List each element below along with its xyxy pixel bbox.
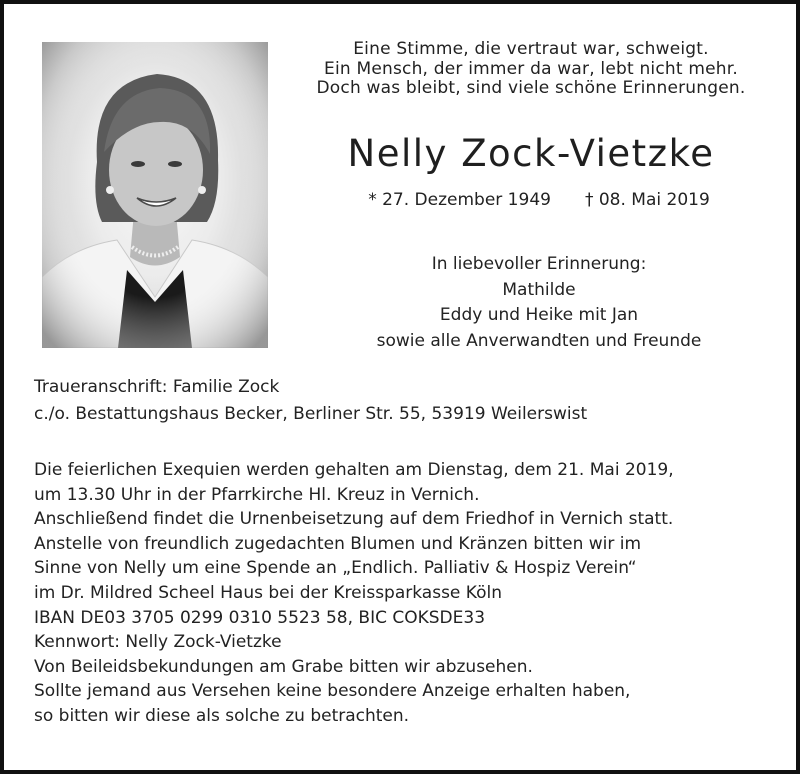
mourners-list bbox=[304, 252, 774, 354]
motto-line: Ein Mensch, der immer da war, lebt nicht mehr. bbox=[324, 58, 738, 79]
portrait-photo bbox=[42, 42, 268, 348]
death-date: † 08. Mai 2019 bbox=[584, 190, 710, 210]
mourners-line: sowie alle Anverwandten und Freunde bbox=[376, 330, 702, 351]
mourning-address bbox=[34, 374, 774, 428]
details-line: Die feierlichen Exequien werden gehalten am Dienstag, dem 21. Mai 2019, bbox=[34, 460, 674, 480]
details-line: Sinne von Nelly um eine Spende an „Endlich. Palliativ & Hospiz Verein“ bbox=[34, 558, 637, 579]
details-line: im Dr. Mildred Scheel Haus bei der Kreissparkasse Köln bbox=[34, 582, 502, 603]
details-line: um 13.30 Uhr in der Pfarrkirche Hl. Kreuz in Vernich. bbox=[34, 484, 480, 505]
details-line: Von Beileidsbekundungen am Grabe bitten wir abzusehen. bbox=[34, 656, 533, 677]
address-line: Traueranschrift: Familie Zock bbox=[34, 377, 280, 397]
motto-line: Eine Stimme, die vertraut war, schweigt. bbox=[353, 39, 709, 59]
motto-verse bbox=[276, 40, 786, 99]
details-line: Anschließend findet die Urnenbeisetzung auf dem Friedhof in Vernich statt. bbox=[34, 509, 674, 530]
address-line: c./o. Bestattungshaus Becker, Berliner Str. 55, 53919 Weilerswist bbox=[34, 404, 588, 424]
mourners-line: Eddy und Heike mit Jan bbox=[439, 305, 639, 325]
details-line: IBAN DE03 3705 0299 0310 5523 58, BIC COKSDE33 bbox=[34, 607, 486, 628]
details-line: Kennwort: Nelly Zock-Vietzke bbox=[34, 632, 282, 653]
deceased-name: Nelly Zock-Vietzke bbox=[347, 132, 715, 175]
motto-line: Doch was bleibt, sind viele schöne Erinnerungen. bbox=[316, 78, 746, 98]
mourners-line: Mathilde bbox=[502, 279, 576, 300]
mourners-line: In liebevoller Erinnerung: bbox=[431, 254, 647, 274]
details-line: Anstelle von freundlich zugedachten Blumen und Kränzen bitten wir im bbox=[34, 533, 642, 554]
portrait-illustration bbox=[42, 42, 268, 348]
details-line: Sollte jemand aus Versehen keine besondere Anzeige erhalten haben, bbox=[34, 681, 631, 702]
details-line: so bitten wir diese als solche zu betrachten. bbox=[34, 705, 410, 726]
birth-date: * 27. Dezember 1949 bbox=[368, 190, 551, 210]
life-dates bbox=[304, 190, 774, 210]
funeral-details bbox=[34, 458, 779, 729]
